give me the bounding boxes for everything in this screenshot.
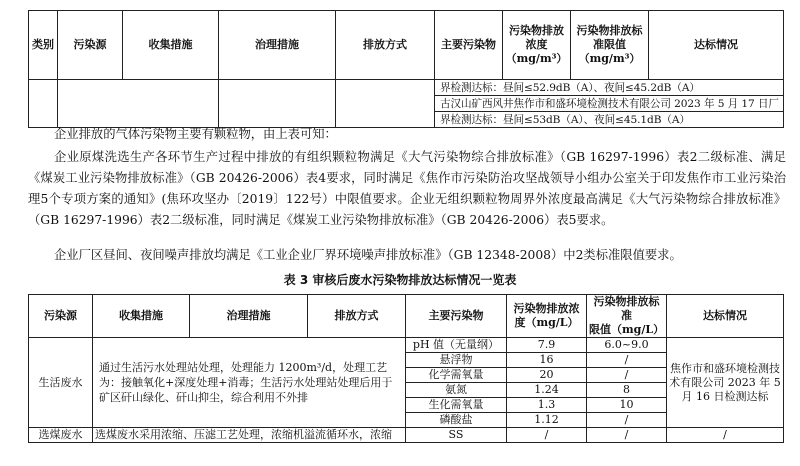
pollutant-cell: 化学需氧量 bbox=[406, 368, 507, 383]
pollutant-cell: 氨氮 bbox=[406, 383, 507, 398]
ww-header-concentration bbox=[507, 295, 587, 338]
ww-header-limit-line1: 污染物排放标准 bbox=[593, 295, 660, 322]
coal-measures-cell: 选煤废水采用浓缩、压滤工艺处理，浓缩机溢流循环水，浓缩 bbox=[93, 428, 406, 443]
concentration-cell: 7.9 bbox=[507, 338, 587, 353]
concentration-cell: 20 bbox=[507, 368, 587, 383]
paragraph-particulate bbox=[28, 147, 786, 231]
pollutant-cell: 悬浮物 bbox=[406, 353, 507, 368]
pollutant-cell: 生化需氧量 bbox=[406, 398, 507, 413]
limit-cell: / bbox=[587, 413, 667, 428]
air-noise-table bbox=[28, 10, 784, 128]
noise-note-2: 古汉山矿西风井焦作市和盛环境检测技术有限公司 2023 年 5 月 17 日厂 bbox=[435, 96, 784, 112]
ww-header-collect: 收集措施 bbox=[93, 295, 190, 338]
ww-header-pollutant: 主要污染物 bbox=[406, 295, 507, 338]
ww-header-status: 达标情况 bbox=[667, 295, 784, 338]
ww-header-conc-line2: 度（mg/L） bbox=[514, 316, 579, 329]
pollutant-cell: 磷酸盐 bbox=[406, 413, 507, 428]
concentration-cell: 16 bbox=[507, 353, 587, 368]
header-conc-line1: 污染物排放 bbox=[509, 24, 564, 37]
header-limit-line1: 污染物排放标 bbox=[576, 24, 643, 37]
domestic-measures-cell: 通过生活污水处理站处理，处理能力 1200m³/d，处理工艺为：接触氧化+深度处理+消毒；生活污水处理站处理后用于矿区矸山绿化、矸山抑尘，综合利用不外排 bbox=[93, 338, 406, 428]
domestic-source-cell: 生活废水 bbox=[29, 338, 93, 428]
limit-cell: / bbox=[587, 368, 667, 383]
concentration-cell: / bbox=[507, 428, 587, 443]
noise-note-3: 界检测达标：昼间≤53dB（A）、夜间≤45.1dB（A） bbox=[435, 112, 784, 128]
header-emission: 排放方式 bbox=[336, 11, 435, 80]
limit-cell: 6.0~9.0 bbox=[587, 338, 667, 353]
header-conc-line2: 浓度（mg/m³） bbox=[505, 38, 568, 65]
limit-cell: 8 bbox=[587, 383, 667, 398]
coal-status-cell: / bbox=[667, 428, 784, 443]
coal-source-cell: 选煤废水 bbox=[29, 428, 93, 443]
empty-cell bbox=[58, 80, 219, 128]
concentration-cell: 1.12 bbox=[507, 413, 587, 428]
limit-cell: 10 bbox=[587, 398, 667, 413]
ww-header-limit-line2: 限值（mg/L） bbox=[589, 323, 665, 336]
header-source: 污染源 bbox=[58, 11, 123, 80]
concentration-cell: 1.24 bbox=[507, 383, 587, 398]
paragraph-particulate-text: 企业原煤洗选生产各环节生产过程中排放的有组织颗粒物满足《大气污染物综合排放标准》（GB 16297-1996）表2二级标准、满足《煤炭工业污染物排放标准》（GB 20426-2006）表4要求，同时满足《焦作市污染防治攻坚战领导小组办公室关于印发焦作市工业污染治理5个专项方案的通知》(焦环攻坚办〔2019〕122号）中限值要求。企业无组织颗粒物周界外浓度最高满足《大气污染物综合排放标准》（GB 16297-1996）表2二级标准，同时满足《煤炭工业污染物排放标准》（GB 20426-2006）表5要求。 bbox=[28, 150, 786, 227]
concentration-cell: 1.3 bbox=[507, 398, 587, 413]
header-limit bbox=[571, 11, 649, 80]
header-limit-line2: 准限值 bbox=[593, 38, 626, 51]
header-concentration bbox=[503, 11, 571, 80]
wastewater-table bbox=[28, 294, 784, 443]
paragraph-noise bbox=[28, 245, 786, 266]
ww-header-source: 污染源 bbox=[29, 295, 93, 338]
ww-header-emission: 排放方式 bbox=[308, 295, 406, 338]
noise-note-1: 界检测达标：昼间≤52.9dB（A）、夜间≤45.2dB（A） bbox=[435, 80, 784, 96]
ww-header-conc-line1: 污染物排放浓 bbox=[513, 302, 580, 315]
paragraph-noise-text: 企业厂区昼间、夜间噪声排放均满足《工业企业厂界环境噪声排放标准》（GB 12348-2008）中2类标准限值要求。 bbox=[54, 248, 682, 262]
domestic-status-cell: 焦作市和盛环境检测技术有限公司 2023 年 5 月 16 日检测达标 bbox=[667, 338, 784, 428]
limit-cell: / bbox=[587, 353, 667, 368]
ww-header-treat: 治理措施 bbox=[190, 295, 308, 338]
header-category: 类别 bbox=[29, 11, 58, 80]
ww-header-limit bbox=[587, 295, 667, 338]
header-limit-line3: （mg/m³） bbox=[578, 52, 641, 65]
empty-cell bbox=[219, 80, 336, 128]
pollutant-cell: SS bbox=[406, 428, 507, 443]
empty-cell bbox=[29, 80, 58, 128]
limit-cell: / bbox=[587, 428, 667, 443]
empty-cell bbox=[336, 80, 435, 128]
header-pollutant: 主要污染物 bbox=[435, 11, 503, 80]
header-treat: 治理措施 bbox=[219, 11, 336, 80]
header-collect: 收集措施 bbox=[123, 11, 219, 80]
pollutant-cell: pH 值（无量纲） bbox=[406, 338, 507, 353]
header-status: 达标情况 bbox=[649, 11, 784, 80]
paragraph-intro-text: 企业排放的气体污染物主要有颗粒物，由上表可知： bbox=[54, 127, 337, 141]
paragraph-intro bbox=[28, 124, 786, 145]
table-caption: 表 3 审核后废水污染物排放达标情况一览表 bbox=[283, 273, 517, 287]
